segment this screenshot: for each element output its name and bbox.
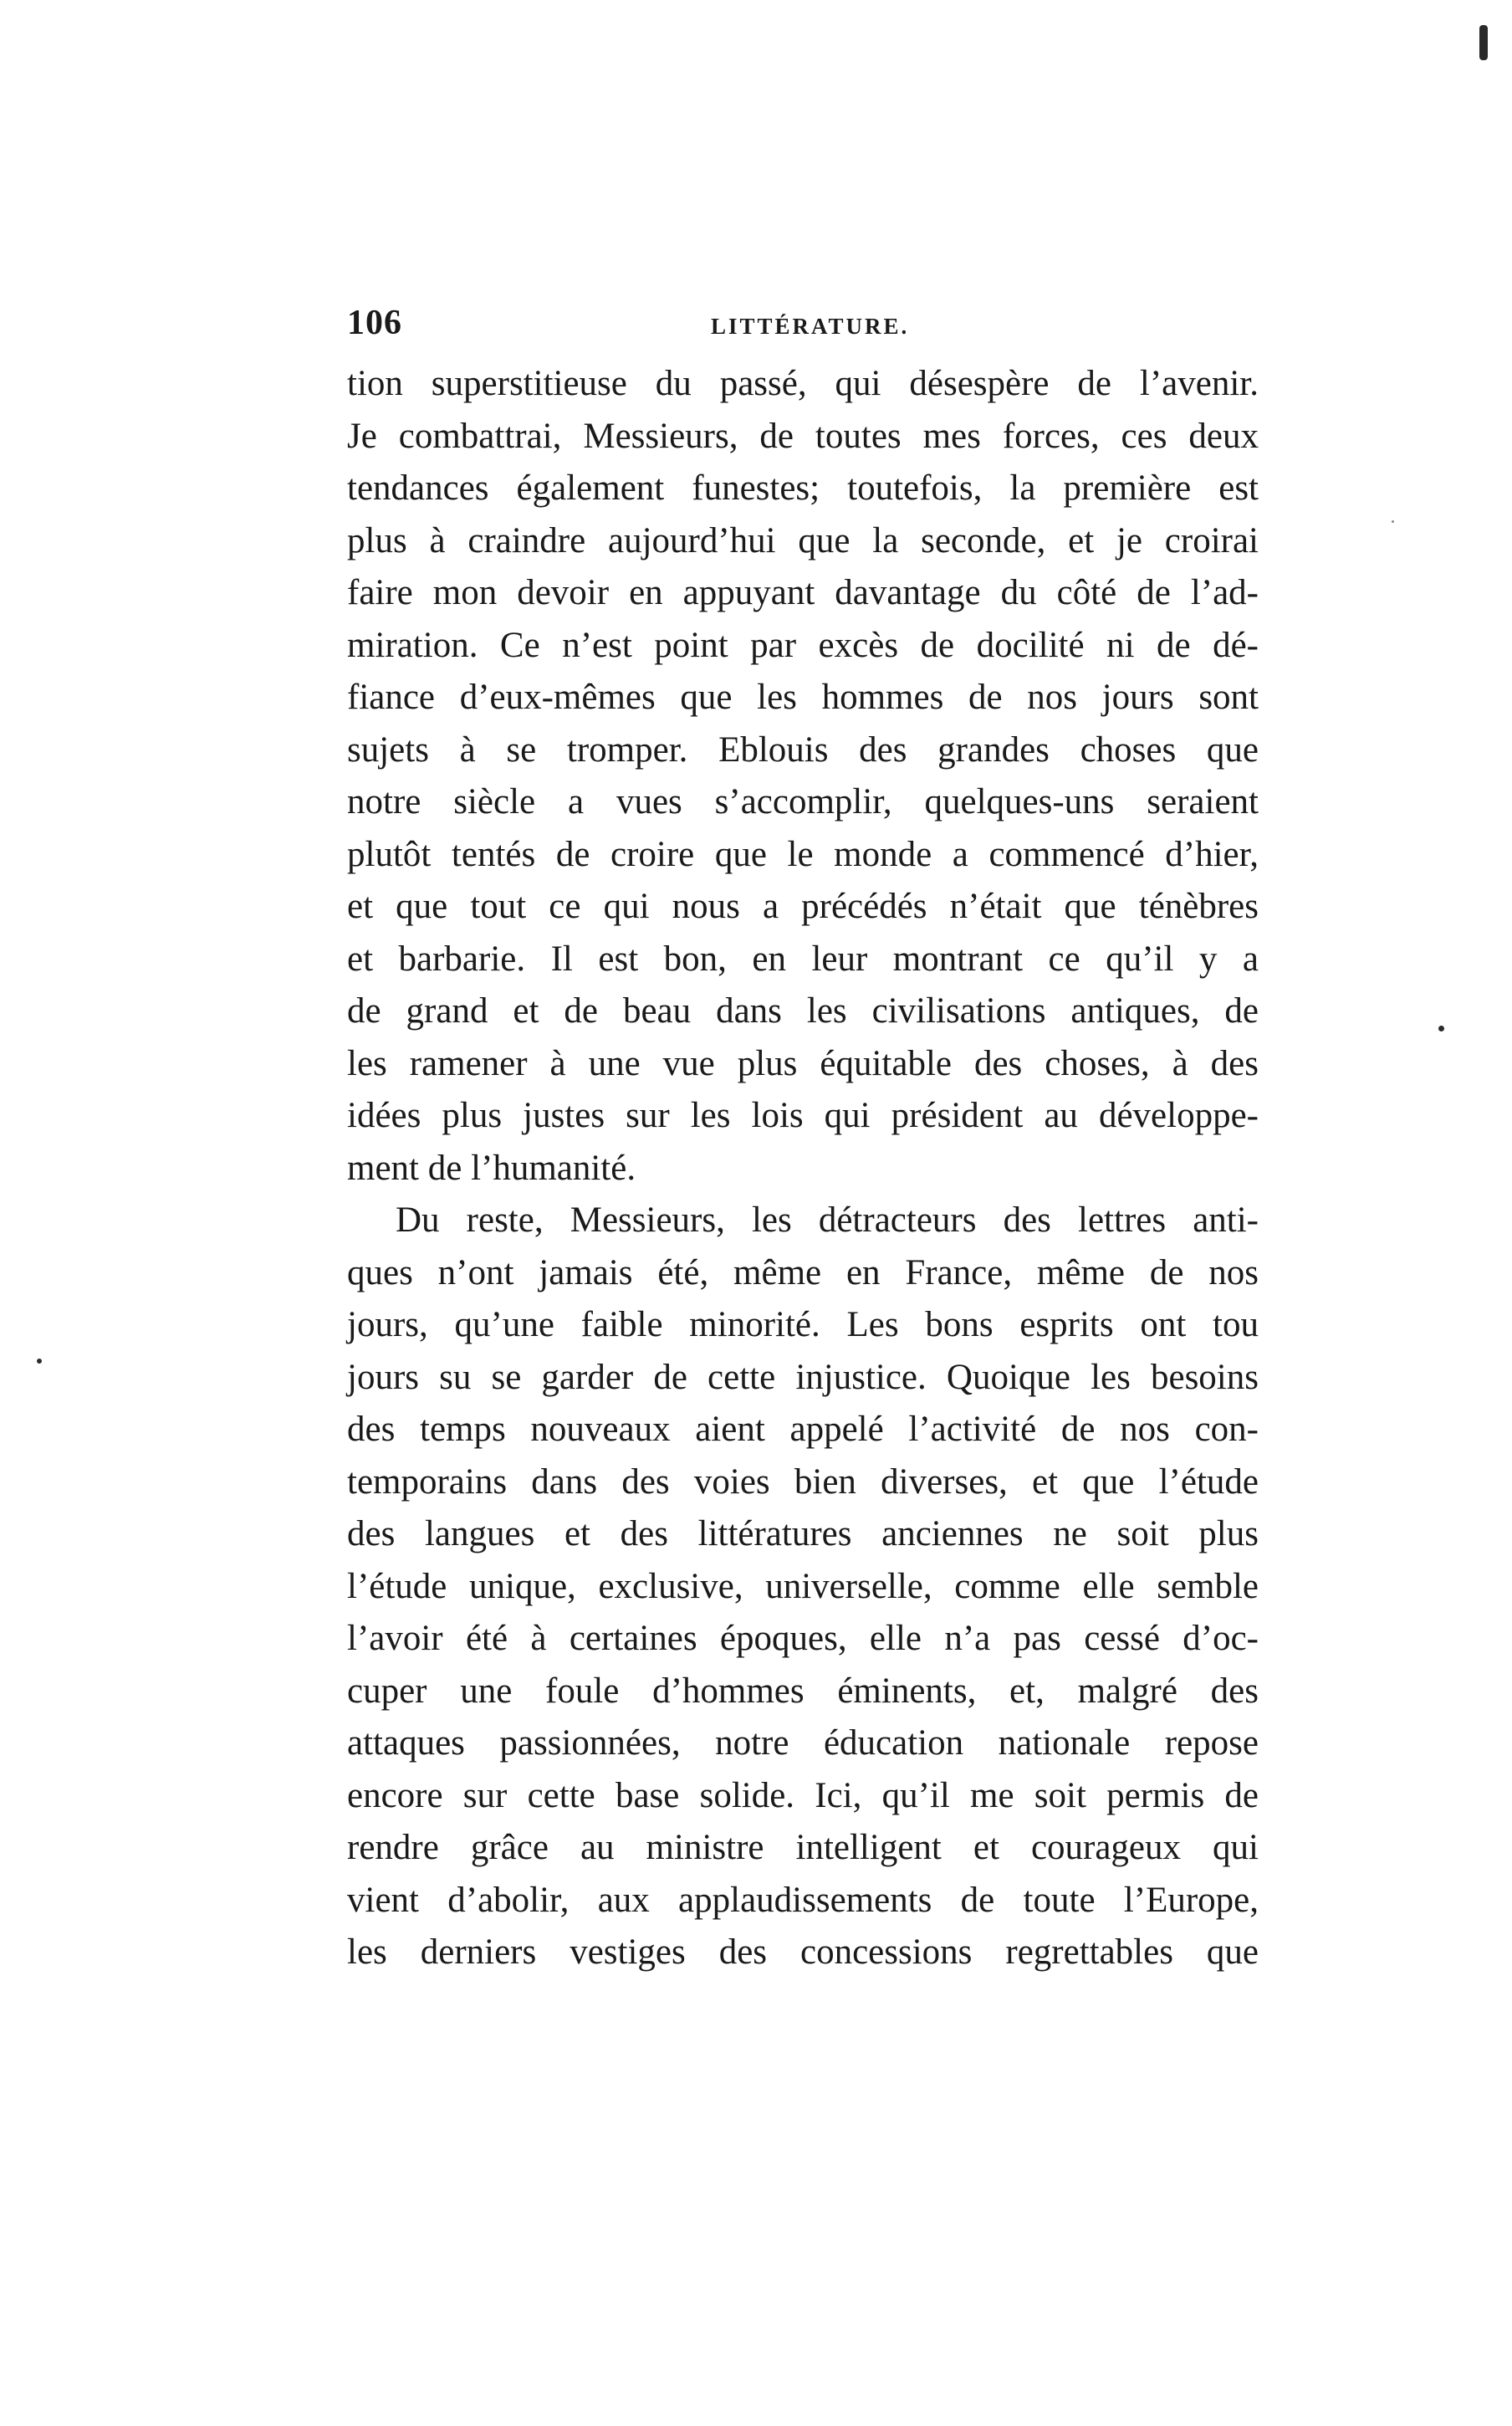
text-line: les derniers vestiges des concessions regrettables que bbox=[347, 1932, 1259, 1972]
text-line: les ramener à une vue plus équitable des choses, à des bbox=[347, 1043, 1259, 1083]
page-header bbox=[347, 298, 1259, 348]
scan-speck bbox=[1438, 1026, 1444, 1031]
text-line: encore sur cette base solide. Ici, qu’il me soit permis de bbox=[347, 1775, 1259, 1815]
text-line: des temps nouveaux aient appelé l’activité de nos con- bbox=[347, 1410, 1259, 1449]
text-line: temporains dans des voies bien diverses, et que l’étude bbox=[347, 1461, 1259, 1502]
text-line: et barbarie. Il est bon, en leur montrant ce qu’il y a bbox=[347, 939, 1259, 979]
text-line: de grand et de beau dans les civilisations antiques, de bbox=[347, 991, 1259, 1031]
running-title: LITTÉRATURE. bbox=[711, 314, 910, 339]
paragraph-2 bbox=[347, 1195, 1259, 1979]
scan-speck bbox=[1479, 25, 1488, 60]
text-line: faire mon devoir en appuyant davantage du côté de l’ad- bbox=[347, 573, 1259, 612]
text-line: ment de l’humanité. bbox=[347, 1148, 636, 1188]
text-line: vient d’abolir, aux applaudissements de toute l’Europe, bbox=[347, 1880, 1259, 1920]
text-line: jours, qu’une faible minorité. Les bons esprits ont tou bbox=[347, 1305, 1259, 1344]
text-line: ques n’ont jamais été, même en France, même de nos bbox=[347, 1252, 1259, 1292]
paragraph-1 bbox=[347, 358, 1259, 1195]
text-line: jours su se garder de cette injustice. Quoique les besoins bbox=[347, 1357, 1259, 1397]
text-line: idées plus justes sur les lois qui président au développe- bbox=[347, 1096, 1259, 1135]
text-line: l’étude unique, exclusive, universelle, comme elle semble bbox=[347, 1566, 1259, 1606]
text-line: attaques passionnées, notre éducation nationale repose bbox=[347, 1723, 1259, 1763]
text-line: Du reste, Messieurs, les détracteurs des lettres anti- bbox=[396, 1200, 1259, 1240]
text-line: plus à craindre aujourd’hui que la seconde, et je croirai bbox=[347, 520, 1259, 560]
text-line: rendre grâce au ministre intelligent et courageux qui bbox=[347, 1828, 1259, 1867]
page-number: 106 bbox=[347, 304, 402, 342]
text-line: fiance d’eux-mêmes que les hommes de nos jours sont bbox=[347, 678, 1259, 717]
text-line: tion superstitieuse du passé, qui désespère de l’avenir. bbox=[347, 364, 1259, 403]
text-line: l’avoir été à certaines époques, elle n’a pas cessé d’oc- bbox=[347, 1619, 1259, 1658]
scan-speck bbox=[37, 1359, 42, 1364]
text-line: plutôt tentés de croire que le monde a commencé d’hier, bbox=[347, 834, 1259, 874]
scan-speck bbox=[1392, 520, 1394, 523]
text-line: notre siècle a vues s’accomplir, quelques-uns seraient bbox=[347, 782, 1259, 821]
text-line: et que tout ce qui nous a précédés n’était que ténèbres bbox=[347, 887, 1259, 926]
text-line: des langues et des littératures anciennes ne soit plus bbox=[347, 1514, 1259, 1553]
text-line: Je combattrai, Messieurs, de toutes mes forces, ces deux bbox=[347, 416, 1259, 456]
text-line: cuper une foule d’hommes éminents, et, malgré des bbox=[347, 1671, 1259, 1711]
text-line: miration. Ce n’est point par excès de docilité ni de dé- bbox=[347, 625, 1259, 665]
text-line: sujets à se tromper. Eblouis des grandes choses que bbox=[347, 729, 1259, 770]
body-text bbox=[347, 358, 1259, 1979]
text-line: tendances également funestes; toutefois, la première est bbox=[347, 468, 1259, 508]
